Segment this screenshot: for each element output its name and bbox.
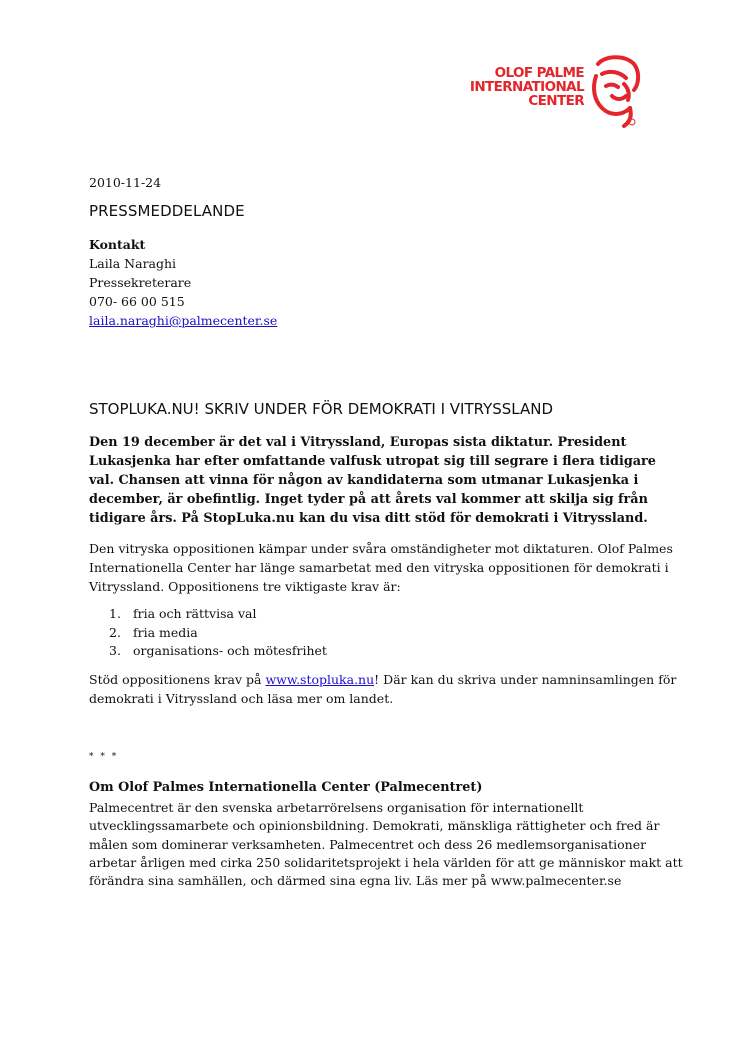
stopluka-link[interactable]: www.stopluka.nu — [265, 672, 375, 687]
support-text-before: Stöd oppositionens krav på — [89, 672, 266, 687]
olof-palme-center-logo — [462, 54, 642, 130]
document-heading: PRESSMEDDELANDE — [89, 202, 245, 220]
contact-email-link[interactable]: laila.naraghi@palmecenter.se — [89, 313, 278, 328]
contact-block — [89, 235, 277, 330]
logo-line-1: OLOF PALME — [494, 65, 584, 81]
list-item — [89, 624, 327, 643]
lead-line: december, är obefintlig. Inget tyder på att årets val kommer att skilja sig från — [89, 492, 648, 507]
logo-line-2: INTERNATIONAL — [469, 79, 584, 95]
article-body-paragraph — [89, 539, 673, 596]
contact-phone: 070- 66 00 515 — [89, 294, 185, 309]
body-line: Vitryssland. Oppositionens tre viktigaste krav är: — [89, 579, 401, 594]
list-item — [89, 642, 327, 661]
article-lead — [89, 433, 659, 528]
press-release-date: 2010-11-24 — [89, 175, 162, 190]
lead-line: val. Chansen att vinna för någon av kandidaterna som utmanar Lukasjenka i — [89, 473, 639, 488]
lead-line: tidigare års. På StopLuka.nu kan du visa ditt stöd för demokrati i Vitryssland. — [89, 511, 648, 526]
list-item-number: 3. — [109, 643, 121, 658]
support-line-1 — [89, 670, 677, 689]
about-title: Om Olof Palmes Internationella Center (Palmecentret) — [89, 780, 483, 795]
contact-role: Pressekreterare — [89, 275, 192, 290]
lead-line: Lukasjenka har efter omfattande valfusk utropat sig till segrare i flera tidigare — [89, 454, 656, 469]
support-paragraph — [89, 670, 677, 708]
about-line: förändra sina samhällen, och därmed sina egna liv. Läs mer på www.palmecenter.se — [89, 873, 622, 889]
list-item-number: 2. — [109, 624, 121, 640]
contact-label: Kontakt — [89, 237, 146, 252]
list-item-text: fria och rättvisa val — [133, 606, 257, 621]
list-item-text: fria media — [133, 624, 198, 640]
support-line-2: demokrati i Vitryssland och läsa mer om landet. — [89, 691, 394, 706]
list-item — [89, 605, 327, 624]
about-line: Palmecentret är den svenska arbetarrörelsens organisation för internationellt — [89, 800, 584, 815]
about-line: arbetar årligen med cirka 250 solidaritetsprojekt i hela världen för att ge människor makt att — [89, 854, 683, 870]
list-item-number: 1. — [109, 606, 121, 621]
demands-list — [89, 605, 327, 661]
about-line: utvecklingssamarbete och opinionsbildning. Demokrati, mänskliga rättigheter och fred är — [89, 818, 660, 834]
body-line: Internationella Center har länge samarbetat med den vitryska oppositionen för demokrati i — [89, 560, 669, 575]
lead-line: Den 19 december är det val i Vitryssland, Europas sista diktatur. President — [89, 435, 627, 450]
section-separator: * * * — [89, 752, 119, 762]
support-text-after: ! Där kan du skriva under namninsamlingen för — [374, 672, 677, 687]
article-title: STOPLUKA.NU! SKRIV UNDER FÖR DEMOKRATI I VITRYSSLAND — [89, 400, 554, 418]
about-line: målen som dominerar verksamheten. Palmecentret och dess 26 medlemsorganisationer — [89, 836, 647, 852]
contact-name: Laila Naraghi — [89, 256, 177, 271]
logo-line-3: CENTER — [528, 93, 584, 109]
about-paragraph — [89, 799, 683, 890]
logo-wordmark — [462, 66, 584, 108]
palme-portrait-icon — [584, 54, 642, 130]
list-item-text: organisations- och mötesfrihet — [133, 643, 327, 658]
body-line: Den vitryska oppositionen kämpar under svåra omständigheter mot diktaturen. Olof Palmes — [89, 541, 673, 556]
